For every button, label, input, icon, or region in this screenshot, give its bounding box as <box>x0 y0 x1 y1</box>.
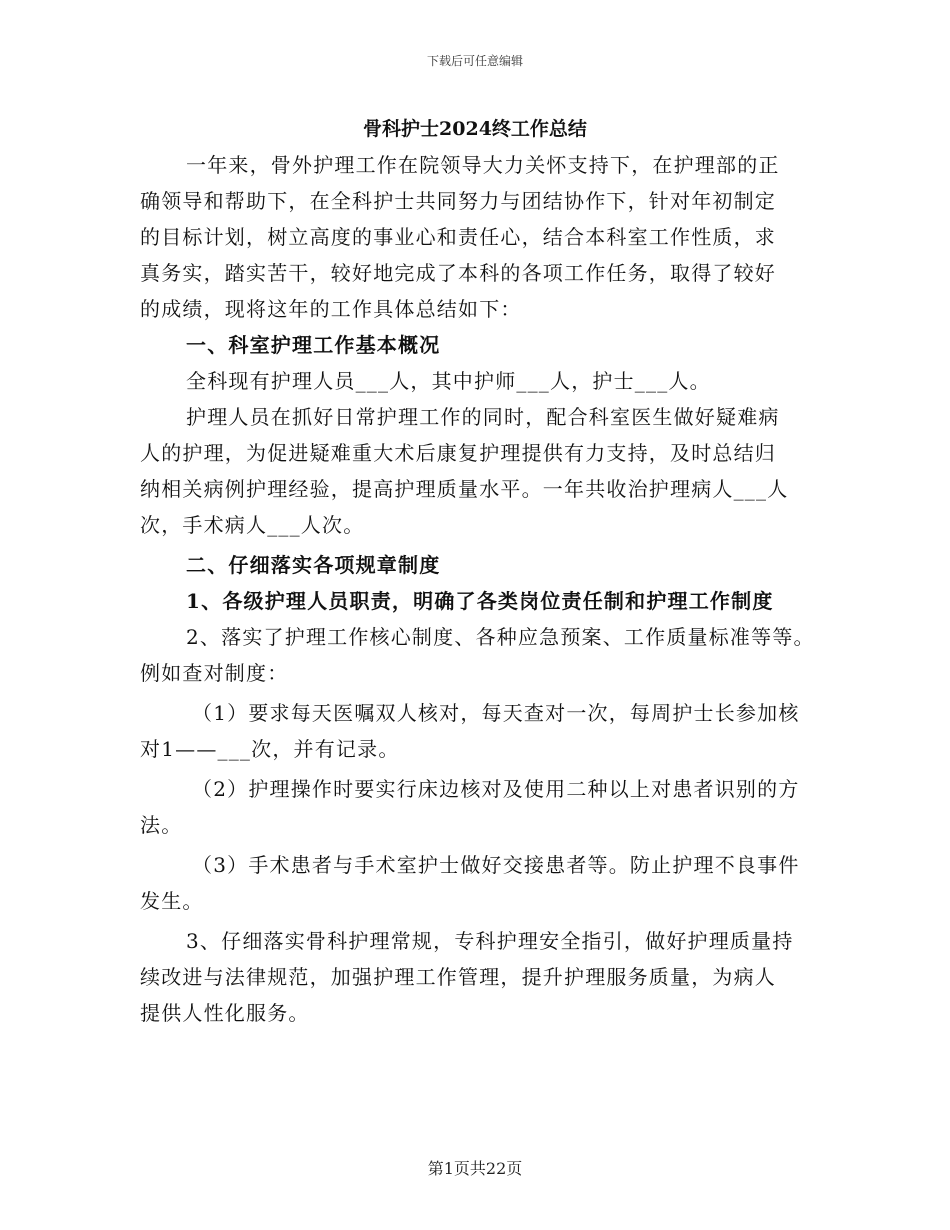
paragraph-line: 次，手术病人___人次。 <box>140 513 365 537</box>
paragraph-line: 续改进与法律规范，加强护理工作管理，提升护理服务质量，为病人 <box>140 965 776 989</box>
paragraph-line: 例如查对制度： <box>140 661 289 685</box>
document-body <box>140 147 820 1031</box>
paragraph-line: 提供人性化服务。 <box>140 1001 310 1025</box>
paragraph-line: 确领导和帮助下，在全科护士共同努力与团结协作下，针对年初制定 <box>140 189 776 213</box>
paragraph-line: 真务实，踏实苦干，较好地完成了本科的各项工作任务，取得了较好 <box>140 261 776 285</box>
paragraph-line: 3、仔细落实骨科护理常规，专科护理安全指引，做好护理质量持 <box>186 929 794 953</box>
paragraph-line: 的成绩，现将这年的工作具体总结如下： <box>140 297 522 321</box>
paragraph-line: （3）手术患者与手术室护士做好交接患者等。防止护理不良事件 <box>192 853 800 877</box>
paragraph-line: 护理人员在抓好日常护理工作的同时，配合科室医生做好疑难病 <box>186 405 780 429</box>
paragraph-line: 一年来，骨外护理工作在院领导大力关怀支持下，在护理部的正 <box>186 153 780 177</box>
paragraph-line: 的目标计划，树立高度的事业心和责任心，结合本科室工作性质，求 <box>140 225 776 249</box>
section-heading: 二、仔细落实各项规章制度 <box>186 553 441 577</box>
section-heading: 一、科室护理工作基本概况 <box>186 333 441 357</box>
paragraph-line: 人的护理，为促进疑难重大术后康复护理提供有力支持，及时总结归 <box>140 441 776 465</box>
document-title: 骨科护士2024终工作总结 <box>363 118 587 140</box>
page-footer: 第1页共22页 <box>427 1159 523 1178</box>
subsection-heading: 1、各级护理人员职责，明确了各类岗位责任制和护理工作制度 <box>186 589 774 613</box>
paragraph-line: 发生。 <box>140 889 204 913</box>
paragraph-line: （2）护理操作时要实行床边核对及使用二种以上对患者识别的方 <box>192 777 800 801</box>
header-note: 下载后可任意编辑 <box>426 54 523 68</box>
paragraph-line: 法。 <box>140 813 183 837</box>
paragraph-line: 2、落实了护理工作核心制度、各种应急预案、工作质量标准等等。 <box>186 625 815 649</box>
paragraph-line: 对1——___次，并有记录。 <box>140 737 400 761</box>
paragraph-line: 全科现有护理人员___人，其中护师___人，护士___人。 <box>186 369 711 393</box>
paragraph-line: 纳相关病例护理经验，提高护理质量水平。一年共收治护理病人___人 <box>140 477 789 501</box>
paragraph-line: （1）要求每天医嘱双人核对，每天查对一次，每周护士长参加核 <box>192 701 800 725</box>
